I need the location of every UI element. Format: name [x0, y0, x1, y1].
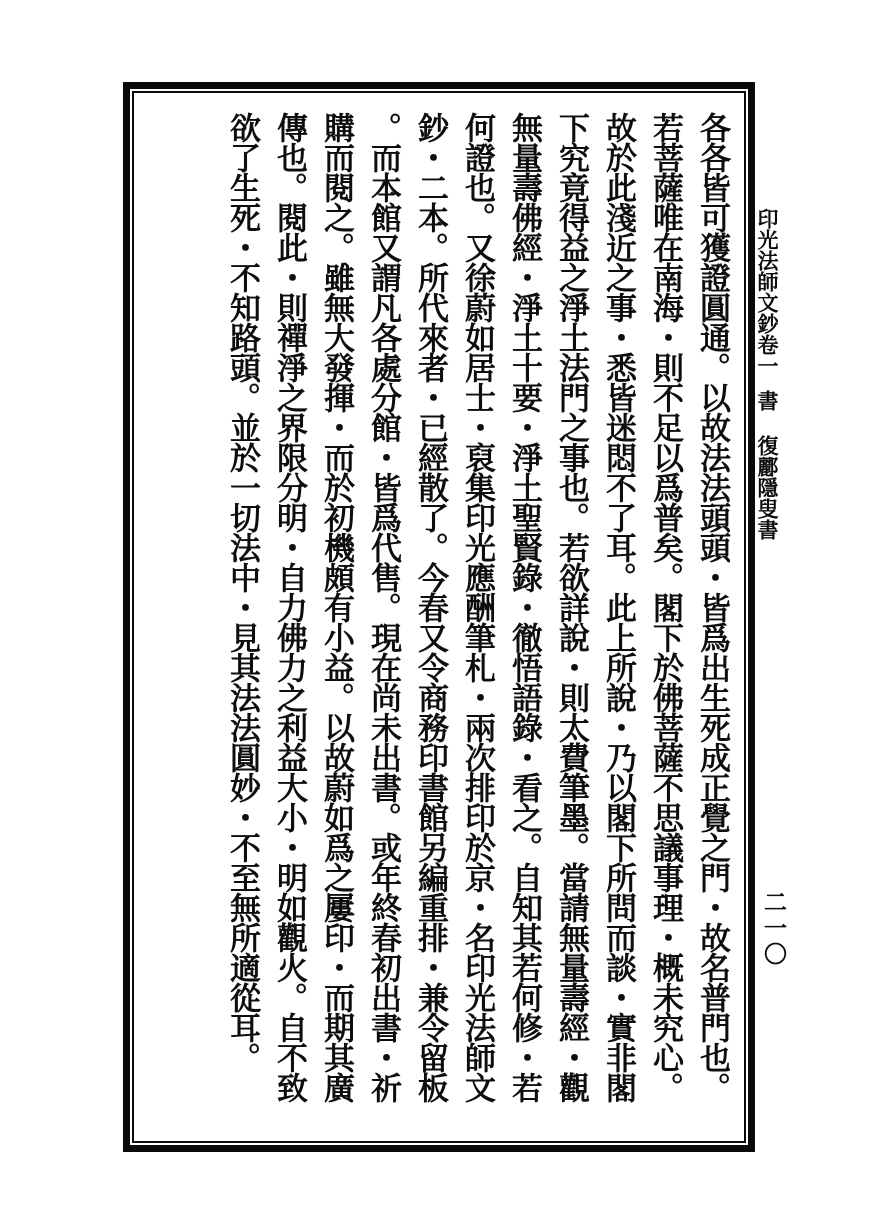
margin-header: [752, 208, 782, 628]
text-column: 。而本館又謂凡各處分館・皆爲代售。現在尚未出書。或年終春初出書・祈: [365, 112, 401, 1102]
text-column: 鈔・二本。所代來者・已經散了。今春又令商務印書館另編重排・兼令留板: [412, 112, 448, 1102]
text-column: 若菩薩唯在南海・則不足以爲普矣。閣下於佛菩薩不思議事理・概未究心。: [647, 112, 683, 1102]
page-number: 二一〇: [760, 890, 787, 968]
book-volume-title: 印光法師文鈔卷一: [755, 208, 780, 376]
text-column: 購而閱之。雖無大發揮・而於初機頗有小益。以故蔚如爲之屢印・而期其廣: [318, 112, 354, 1102]
section-label: 書: [755, 390, 780, 411]
text-column: 傳也。閱此・則禪淨之界限分明・自力佛力之利益大小・明如觀火。自不致: [271, 112, 307, 1102]
text-column: 無量壽佛經・淨土十要・淨土聖賢錄・徹悟語錄・看之。自知其若何修・若: [506, 112, 542, 1102]
letter-title: 復酈隱叟書: [755, 435, 780, 540]
text-column: 下究竟得益之淨土法門之事也。若欲詳說・則太費筆墨。當請無量壽經・觀: [553, 112, 589, 1102]
text-column: 各各皆可獲證圓通。以故法法頭頭・皆爲出生死成正覺之門・故名普門也。: [694, 112, 730, 1102]
body-text-block: [218, 112, 735, 1142]
text-column: 故於此淺近之事・悉皆迷悶不了耳。此上所說・乃以閣下所問而談・實非閣: [600, 112, 636, 1102]
text-column: 何證也。又徐蔚如居士・裒集印光應酬筆札・兩次排印於京・名印光法師文: [459, 112, 495, 1102]
text-column: 欲了生死・不知路頭。並於一切法中・見其法法圓妙・不至無所適從耳。: [224, 112, 260, 1072]
